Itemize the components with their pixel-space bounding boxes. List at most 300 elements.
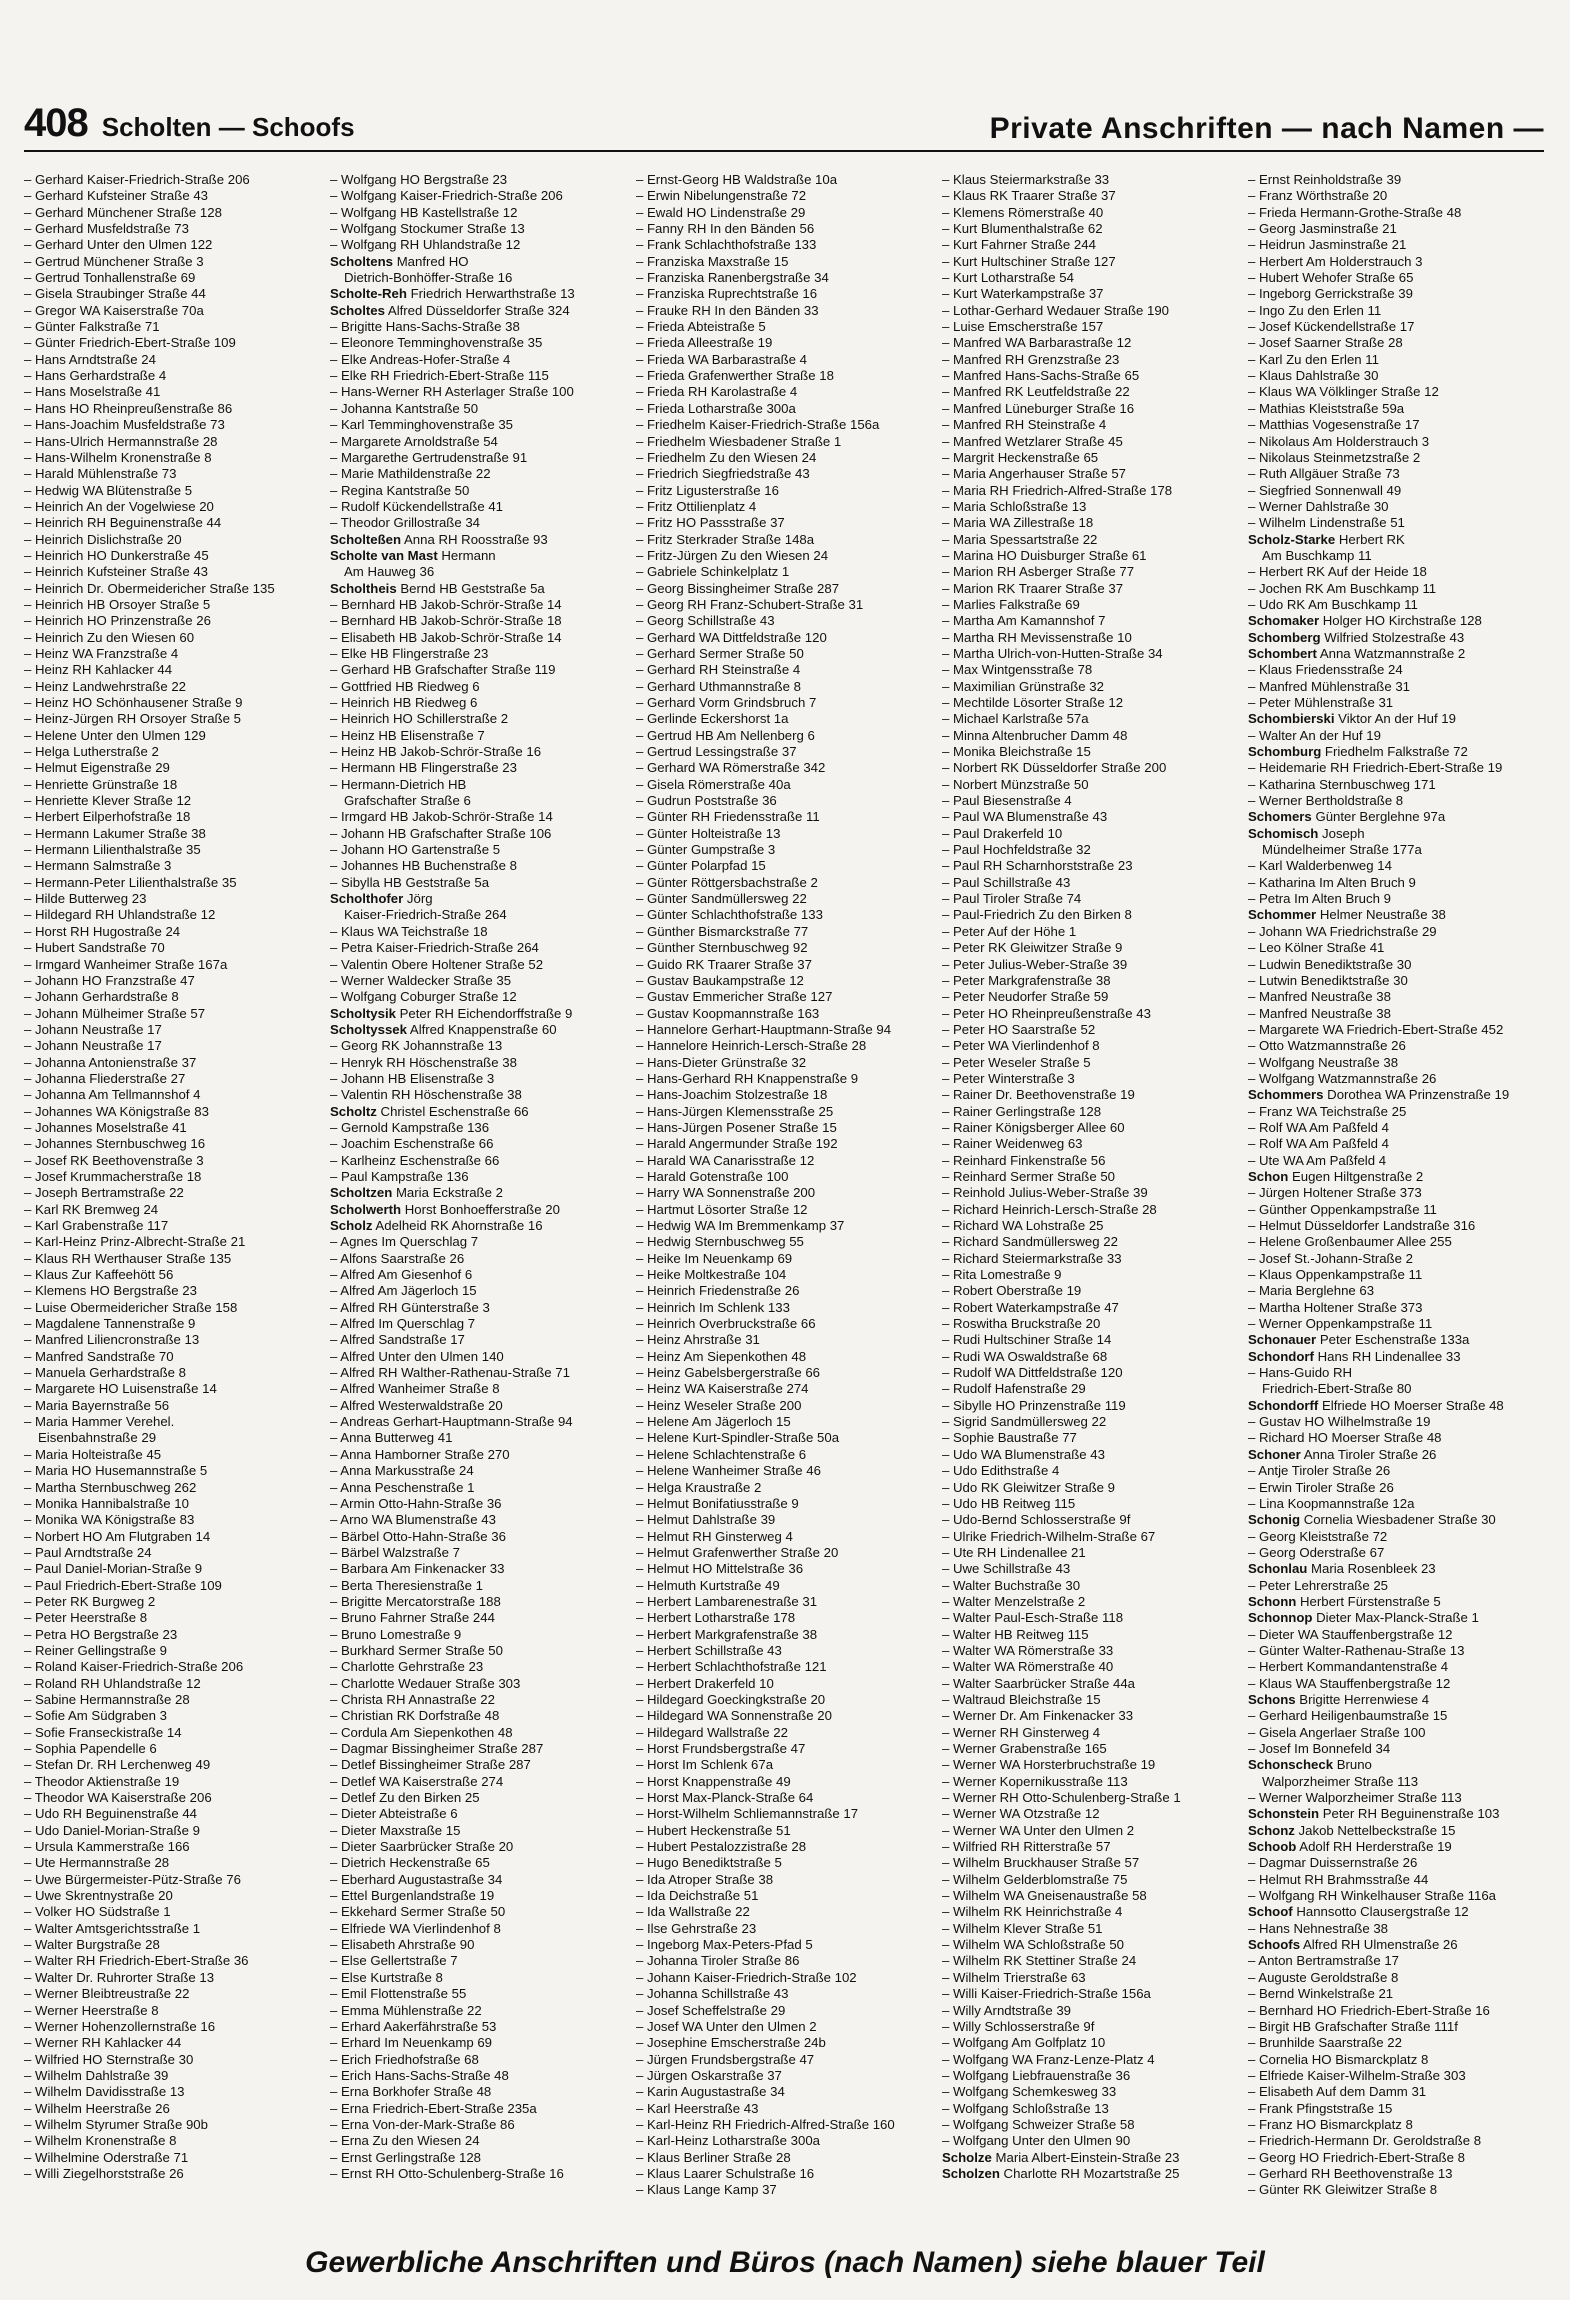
directory-entry: – Gerhard Unter den Ulmen 122 (24, 237, 213, 253)
directory-entry: – Wolfgang Kaiser-Friedrich-Straße 206 (330, 188, 563, 204)
directory-entry: – Brigitte Mercatorstraße 188 (330, 1593, 501, 1609)
directory-entry: – Hartmut Lösorter Straße 12 (636, 1201, 808, 1217)
directory-entry: – Erna Borkhofer Straße 48 (330, 2084, 492, 2100)
directory-entry: – Wolfgang Neustraße 38 (1248, 1054, 1399, 1070)
directory-entry: – Heike Im Neuenkamp 69 (636, 1250, 793, 1266)
directory-entry: – Hans-Werner RH Asterlager Straße 100 (330, 384, 574, 400)
directory-entry: – Helene Schlachtenstraße 6 (636, 1446, 807, 1462)
directory-entry: – Frank Schlachthofstraße 133 (636, 237, 817, 253)
directory-entry: – Helene Am Jägerloch 15 (636, 1414, 791, 1430)
directory-entry: – Heinz WA Kaiserstraße 274 (636, 1381, 809, 1397)
directory-entry: – Wilhelm WA Gneisenaustraße 58 (942, 1888, 1147, 1904)
directory-entry: – Gerhard Musfeldstraße 73 (24, 221, 189, 237)
directory-entry: – Paul WA Blumenstraße 43 (942, 809, 1108, 825)
directory-entry: – Theodor WA Kaiserstraße 206 (24, 1790, 212, 1806)
directory-entry: – Gregor WA Kaiserstraße 70a (24, 302, 204, 318)
directory-entry: – Karlheinz Eschenstraße 66 (330, 1152, 500, 1168)
directory-entry: – Fritz Ottilienplatz 4 (636, 498, 757, 514)
directory-entry: – Walter Dr. Ruhrorter Straße 13 (24, 1969, 215, 1985)
directory-entry: – Fritz HO Passstraße 37 (636, 515, 785, 531)
directory-entry: Dietrich-Bonhöffer-Straße 16 (344, 270, 513, 286)
directory-entry: – Gisela Straubinger Straße 44 (24, 286, 206, 302)
directory-entry: Scholte van Mast Hermann (330, 547, 496, 563)
directory-entry: – Manfred Lüneburger Straße 16 (942, 400, 1135, 416)
directory-entry: – Udo Daniel-Morian-Straße 9 (24, 1822, 200, 1838)
directory-entry: – Josef Im Bonnefeld 34 (1248, 1741, 1391, 1756)
directory-entry: – Gerhard Heiligenbaumstraße 15 (1248, 1708, 1448, 1724)
directory-entry: Scholtyssek Alfred Knappenstraße 60 (330, 1021, 557, 1037)
directory-entry: – Gerhard HB Grafschafter Straße 119 (330, 662, 556, 678)
directory-entry: – Elisabeth Auf dem Damm 31 (1248, 2084, 1427, 2100)
directory-entry: – Charlotte Gehrstraße 23 (330, 1659, 484, 1675)
directory-entry: – Friedrich-Hermann Dr. Geroldstraße 8 (1248, 2133, 1482, 2149)
directory-entry: – Heinz Landwehrstraße 22 (24, 678, 187, 694)
directory-entry: – Klaus Friedensstraße 24 (1248, 662, 1403, 678)
directory-entry: Schons Brigitte Herrenwiese 4 (1248, 1691, 1430, 1707)
directory-entry: – Werner Grabenstraße 165 (942, 1741, 1107, 1756)
directory-entry: – Horst RH Hugostraße 24 (24, 923, 181, 939)
directory-entry: – Georg Jasminstraße 21 (1248, 221, 1397, 237)
directory-entry: – Hildegard RH Uhlandstraße 12 (24, 907, 216, 923)
directory-entry: – Petra Im Alten Bruch 9 (1248, 891, 1391, 907)
directory-entry: – Heinrich HO Schillerstraße 2 (330, 711, 509, 727)
directory-entry: – Gerhard Münchener Straße 128 (24, 204, 222, 220)
directory-entry: – Frieda Alleestraße 19 (636, 335, 773, 351)
directory-entry: – Heinz Weseler Straße 200 (636, 1397, 802, 1413)
directory-entry: – Karl-Heinz RH Friedrich-Alfred-Straße 160 (636, 2116, 895, 2132)
directory-entry: – Fanny RH In den Bänden 56 (636, 221, 815, 237)
directory-entry: – Hans Arndtstraße 24 (24, 351, 156, 367)
directory-entry: – Werner RH Otto-Schulenberg-Straße 1 (942, 1790, 1181, 1806)
directory-entry: – Henriette Klever Straße 12 (24, 793, 192, 809)
directory-entry: – Walter Buchstraße 30 (942, 1577, 1081, 1593)
directory-entry: – Hedwig WA Blütenstraße 5 (24, 482, 193, 498)
directory-entry: – Dieter Saarbrücker Straße 20 (330, 1839, 514, 1855)
directory-entry: – Michael Karlstraße 57a (942, 711, 1089, 727)
directory-entry: – Horst Knappenstraße 49 (636, 1773, 791, 1789)
directory-entry: – Wilhelmine Oderstraße 71 (24, 2149, 189, 2165)
directory-entry: – Werner Oppenkampstraße 11 (1248, 1316, 1433, 1332)
directory-entry: – Hans-Dieter Grünstraße 32 (636, 1054, 807, 1070)
directory-entry: – Regina Kantstraße 50 (330, 482, 470, 498)
directory-entry: – Franz Wörthstraße 20 (1248, 188, 1388, 204)
directory-entry: – Bruno Lomestraße 9 (330, 1626, 462, 1642)
directory-entry: – Ludwin Benediktstraße 30 (1248, 956, 1412, 972)
directory-entry: – Wilhelm Kronenstraße 8 (24, 2133, 177, 2149)
directory-entry: – Wilhelm Dahlstraße 39 (24, 2067, 169, 2083)
directory-entry: – Helmut Dahlstraße 39 (636, 1512, 776, 1528)
directory-entry: Schomburg Friedhelm Falkstraße 72 (1248, 744, 1468, 760)
directory-entry: – Rainer Dr. Beethovenstraße 19 (942, 1087, 1135, 1103)
directory-entry: – Alfred Sandstraße 17 (330, 1332, 465, 1348)
directory-entry: – Hermann Lakumer Straße 38 (24, 825, 206, 841)
directory-entry: – Frieda Hermann-Grothe-Straße 48 (1248, 204, 1462, 220)
directory-entry: – Günther Oppenkampstraße 11 (1248, 1201, 1437, 1217)
directory-entry: – Manfred Neustraße 38 (1248, 1005, 1391, 1021)
directory-entry: – Peter RK Burgweg 2 (24, 1593, 156, 1609)
directory-entry: – Hubert Pestalozzistraße 28 (636, 1839, 807, 1855)
directory-entry: – Paul Daniel-Morian-Straße 9 (24, 1561, 203, 1577)
directory-entry: – Lutwin Benediktstraße 30 (1248, 972, 1408, 988)
directory-entry: – Wolfgang Watzmannstraße 26 (1248, 1070, 1437, 1086)
directory-entry: – Herbert Schillstraße 43 (636, 1642, 782, 1658)
directory-entry: – Johann Gerhardstraße 8 (24, 989, 179, 1005)
directory-entry: – Frauke RH In den Bänden 33 (636, 302, 819, 318)
directory-entry: – Heinrich Zu den Wiesen 60 (24, 629, 195, 645)
directory-entry: – Hannelore Gerhart-Hauptmann-Straße 94 (636, 1021, 892, 1037)
directory-entry: – Günter Sandmüllersweg 22 (636, 891, 807, 907)
directory-entry: – Sophie Baustraße 77 (942, 1430, 1077, 1446)
directory-entry: – Hildegard Wallstraße 22 (636, 1724, 788, 1740)
directory-entry: – Hermann Salmstraße 3 (24, 858, 172, 874)
directory-entry: – Josephine Emscherstraße 24b (636, 2035, 826, 2051)
directory-entry: – Heinrich HO Prinzenstraße 26 (24, 613, 211, 629)
directory-entry: Schoner Anna Tiroler Straße 26 (1248, 1446, 1437, 1462)
directory-entry: – Cordula Am Siepenkothen 48 (330, 1724, 513, 1740)
directory-entry: – Alfred RH Walther-Rathenau-Straße 71 (330, 1365, 570, 1381)
directory-entry: – Johannes WA Königstraße 83 (24, 1103, 209, 1119)
directory-entry: – Udo RH Beguinenstraße 44 (24, 1806, 198, 1822)
directory-entry: – Kurt Waterkampstraße 37 (942, 286, 1104, 302)
directory-entry: – Dieter Abteistraße 6 (330, 1806, 458, 1822)
directory-entry: – Frieda Grafenwerther Straße 18 (636, 368, 834, 384)
directory-entry: Schombierski Viktor An der Huf 19 (1248, 711, 1456, 727)
directory-entry: – Joachim Eschenstraße 66 (330, 1136, 494, 1152)
directory-entry: – Johann HB Grafschafter Straße 106 (330, 825, 552, 841)
directory-entry: – Horst Max-Planck-Straße 64 (636, 1790, 814, 1806)
directory-entry: Schombert Anna Watzmannstraße 2 (1248, 645, 1466, 661)
directory-entry: – Johann WA Friedrichstraße 29 (1248, 923, 1437, 939)
directory-entry: – Wolfgang RH Winkelhauser Straße 116a (1248, 1888, 1496, 1904)
directory-entry: – Herbert RK Auf der Heide 18 (1248, 564, 1427, 580)
directory-entry: – Eberhard Augustastraße 34 (330, 1871, 503, 1887)
directory-entry: – Hans-Guido RH (1248, 1365, 1353, 1381)
directory-entry: – Werner RH Kahlacker 44 (24, 2035, 182, 2051)
directory-entry: – Monika Bleichstraße 15 (942, 744, 1091, 760)
directory-entry: – Helene Unter den Ulmen 129 (24, 727, 206, 743)
directory-entry: – Heinz WA Franzstraße 4 (24, 645, 179, 661)
directory-entry: – Maria Bayernstraße 56 (24, 1397, 170, 1413)
directory-entry: – Friedhelm Wiesbadener Straße 1 (636, 433, 842, 449)
directory-entry: – Helmut Grafenwerther Straße 20 (636, 1544, 839, 1560)
directory-entry: – Karl Heerstraße 43 (636, 2100, 759, 2116)
directory-entry: – Hermann Lilienthalstraße 35 (24, 842, 201, 858)
directory-entry: – Gustav HO Wilhelmstraße 19 (1248, 1414, 1431, 1430)
directory-entry: – Manfred Wetzlarer Straße 45 (942, 433, 1123, 449)
directory-entry: – Willi Kaiser-Friedrich-Straße 156a (942, 1986, 1151, 2002)
directory-entry: Schoofs Alfred RH Ulmenstraße 26 (1248, 1937, 1458, 1953)
directory-entry: – Johanna Kantstraße 50 (330, 400, 479, 416)
directory-entry: – Rita Lomestraße 9 (942, 1267, 1062, 1283)
directory-entry: – Werner Walporzheimer Straße 113 (1248, 1790, 1462, 1806)
directory-entry: – Rainer Weidenweg 63 (942, 1136, 1083, 1152)
directory-entry: – Heidrun Jasminstraße 21 (1248, 237, 1407, 253)
directory-entry: Schommer Helmer Neustraße 38 (1248, 907, 1446, 923)
directory-entry: – Friedhelm Zu den Wiesen 24 (636, 449, 817, 465)
directory-entry: Scholz Adelheid RK Ahornstraße 16 (330, 1218, 543, 1233)
directory-entry: – Wilhelm Klever Straße 51 (942, 1920, 1103, 1936)
column-4 (942, 172, 1248, 2212)
directory-entry: – Helga Lutherstraße 2 (24, 744, 159, 760)
directory-entry: – Wilhelm Styrumer Straße 90b (24, 2116, 208, 2132)
directory-entry: – Ilse Gehrstraße 23 (636, 1920, 757, 1936)
directory-entry: – Petra Kaiser-Friedrich-Straße 264 (330, 940, 539, 956)
directory-entry: Schomberg Wilfried Stolzestraße 43 (1248, 629, 1465, 645)
directory-entry: – Reiner Gellingstraße 9 (24, 1642, 167, 1658)
directory-entry: – Max Wintgensstraße 78 (942, 662, 1093, 678)
directory-entry: – Maria Spessartstraße 22 (942, 531, 1098, 547)
directory-entry: – Klaus Lange Kamp 37 (636, 2182, 777, 2198)
directory-entry: – Georg Bissingheimer Straße 287 (636, 580, 840, 596)
directory-entry: Schondorf Hans RH Lindenallee 33 (1248, 1348, 1461, 1364)
directory-entry: Scholthofer Jörg (330, 891, 433, 907)
directory-entry: Am Buschkamp 11 (1262, 547, 1372, 563)
footer-note: Gewerbliche Anschriften und Büros (nach Namen) siehe blauer Teil (305, 2246, 1265, 2279)
directory-entry: – Uwe Bürgermeister-Pütz-Straße 76 (24, 1871, 241, 1887)
directory-entry: – Peter WA Vierlindenhof 8 (942, 1038, 1100, 1054)
directory-entry: – Johannes HB Buchenstraße 8 (330, 858, 517, 874)
directory-entry: – Anna Peschenstraße 1 (330, 1479, 475, 1495)
directory-entry: Scholteßen Anna RH Roosstraße 93 (330, 531, 548, 547)
directory-entry: – Reinhold Julius-Weber-Straße 39 (942, 1185, 1148, 1201)
directory-entry: – Hubert Heckenstraße 51 (636, 1822, 791, 1838)
directory-entry: – Franz WA Teichstraße 25 (1248, 1103, 1407, 1119)
directory-entry: – Günter RH Friedensstraße 11 (636, 809, 820, 825)
directory-entry: – Peter Heerstraße 8 (24, 1610, 148, 1626)
directory-entry: – Dieter Maxstraße 15 (330, 1822, 461, 1838)
directory-entry: – Heinz Ahrstraße 31 (636, 1332, 760, 1348)
directory-entry: – Günter Gumpstraße 3 (636, 842, 776, 858)
directory-entry: – Manuela Gerhardstraße 8 (24, 1365, 186, 1381)
directory-entry: – Martha Holtener Straße 373 (1248, 1299, 1423, 1315)
directory-entry: – Klaus Oppenkampstraße 11 (1248, 1267, 1423, 1283)
directory-entry: – Erna Von-der-Mark-Straße 86 (330, 2116, 515, 2132)
directory-entry: Schonauer Peter Eschenstraße 133a (1248, 1332, 1470, 1348)
directory-entry: – Günter Polarpfad 15 (636, 858, 766, 874)
directory-entry: – Heinrich Friedenstraße 26 (636, 1283, 800, 1299)
directory-entry: – Franz HO Bismarckplatz 8 (1248, 2116, 1413, 2132)
directory-entry: – Brunhilde Saarstraße 22 (1248, 2035, 1402, 2051)
directory-entry: – Peter Mühlenstraße 31 (1248, 695, 1394, 710)
directory-entry: – Udo RK Am Buschkamp 11 (1248, 596, 1418, 612)
directory-entry: – Irmgard Wanheimer Straße 167a (24, 956, 228, 972)
directory-entry: – Luise Obermeidericher Straße 158 (24, 1299, 238, 1315)
directory-entry: – Herbert Kommandantenstraße 4 (1248, 1659, 1449, 1675)
directory-entry: – Elke Andreas-Hofer-Straße 4 (330, 351, 511, 367)
directory-entry: – Erna Zu den Wiesen 24 (330, 2133, 480, 2149)
directory-entry: – Manfred Hans-Sachs-Straße 65 (942, 368, 1140, 384)
directory-entry: – Gerhard Uthmannstraße 8 (636, 678, 801, 694)
directory-entry: – Helmut Bonifatiusstraße 9 (636, 1495, 799, 1511)
entry-columns (24, 172, 1554, 2212)
directory-entry: – Kurt Lotharstraße 54 (942, 270, 1074, 286)
directory-entry: – Walter WA Römerstraße 40 (942, 1659, 1114, 1675)
directory-entry: – Ursula Kammerstraße 166 (24, 1839, 190, 1855)
directory-entry: – Klaus Laarer Schulstraße 16 (636, 2165, 815, 2181)
directory-entry: – Josef St.-Johann-Straße 2 (1248, 1250, 1413, 1266)
directory-entry: – Paul-Friedrich Zu den Birken 8 (942, 907, 1132, 923)
directory-entry: Schondorff Elfriede HO Moerser Straße 48 (1248, 1397, 1504, 1413)
directory-entry: – Ute Hermannstraße 28 (24, 1855, 170, 1871)
directory-entry: – Wolfgang Stockumer Straße 13 (330, 221, 525, 237)
directory-entry: – Heinrich Dislichstraße 20 (24, 531, 182, 547)
directory-entry: – Gottfried HB Riedweg 6 (330, 678, 480, 694)
directory-entry: – Detlef Bissingheimer Straße 287 (330, 1757, 531, 1773)
directory-entry: – Peter Winterstraße 3 (942, 1070, 1075, 1086)
directory-entry: – Werner WA Otzstraße 12 (942, 1806, 1100, 1822)
directory-entry: – Auguste Geroldstraße 8 (1248, 1969, 1399, 1985)
directory-entry: – Emil Flottenstraße 55 (330, 1986, 467, 2002)
directory-entry: – Klaus Steiermarkstraße 33 (942, 172, 1110, 187)
directory-entry: – Heinz HB Jakob-Schrör-Straße 16 (330, 744, 542, 760)
directory-entry: Schonn Herbert Fürstenstraße 5 (1248, 1593, 1441, 1609)
directory-entry: – Mechtilde Lösorter Straße 12 (942, 695, 1124, 710)
directory-entry: – Walter RH Friedrich-Ebert-Straße 36 (24, 1953, 249, 1969)
directory-entry: Schomaker Holger HO Kirchstraße 128 (1248, 613, 1482, 629)
directory-entry: – Hedwig WA Im Bremmenkamp 37 (636, 1218, 845, 1233)
directory-entry: – Detlef WA Kaiserstraße 274 (330, 1773, 504, 1789)
directory-entry: – Klaus RK Traarer Straße 37 (942, 188, 1116, 204)
directory-entry: – Werner Bleibtreustraße 22 (24, 1986, 190, 2002)
directory-entry: – Willy Schlosserstraße 9f (942, 2018, 1095, 2034)
directory-entry: – Jürgen Oskarstraße 37 (636, 2067, 782, 2083)
section-title: Private Anschriften — nach Namen — (989, 112, 1544, 145)
directory-entry: Schonscheck Bruno (1248, 1757, 1372, 1773)
directory-entry: – Johann Kaiser-Friedrich-Straße 102 (636, 1969, 857, 1985)
directory-entry: – Petra HO Bergstraße 23 (24, 1626, 178, 1642)
directory-entry: – Udo RK Gleiwitzer Straße 9 (942, 1479, 1115, 1495)
directory-entry: – Johann HB Elisenstraße 3 (330, 1070, 495, 1086)
directory-entry: – Erich Hans-Sachs-Straße 48 (330, 2067, 509, 2083)
directory-entry: – Heinrich HO Dunkerstraße 45 (24, 547, 209, 563)
directory-entry: – Marion RH Asberger Straße 77 (942, 564, 1135, 580)
directory-entry: – Uwe Skrentnystraße 20 (24, 1888, 173, 1904)
directory-entry: – Frieda WA Barbarastraße 4 (636, 351, 808, 367)
directory-entry: – Sophia Papendelle 6 (24, 1741, 157, 1756)
directory-entry: – Norbert HO Am Flutgraben 14 (24, 1528, 211, 1544)
directory-entry: – Hermann-Peter Lilienthalstraße 35 (24, 874, 237, 890)
directory-entry: – Walter Menzelstraße 2 (942, 1593, 1086, 1609)
directory-entry: – Helene Großenbaumer Allee 255 (1248, 1234, 1452, 1250)
directory-entry: – Theodor Grillostraße 34 (330, 515, 481, 531)
directory-entry: – Manfred Neustraße 38 (1248, 989, 1391, 1005)
directory-entry: – Richard Heinrich-Lersch-Straße 28 (942, 1201, 1157, 1217)
directory-entry: – Erhard Aakerfährstraße 53 (330, 2018, 497, 2034)
directory-entry: Eisenbahnstraße 29 (38, 1430, 157, 1446)
directory-entry: – Else Gellertstraße 7 (330, 1953, 458, 1969)
directory-entry: – Karl Walderbenweg 14 (1248, 858, 1392, 874)
directory-entry: – Sigrid Sandmüllersweg 22 (942, 1414, 1107, 1430)
directory-entry: – Kurt Hultschiner Straße 127 (942, 253, 1116, 269)
directory-entry: – Wolfgang RH Uhlandstraße 12 (330, 237, 521, 253)
directory-entry: – Werner Bertholdstraße 8 (1248, 793, 1404, 809)
directory-entry: – Hans Moselstraße 41 (24, 384, 161, 400)
directory-entry: – Gustav Emmericher Straße 127 (636, 989, 833, 1005)
directory-entry: – Wolfgang Unter den Ulmen 90 (942, 2133, 1131, 2149)
directory-entry: – Maria Holteistraße 45 (24, 1446, 162, 1462)
directory-entry: – Ernst-Georg HB Waldstraße 10a (636, 172, 838, 187)
directory-entry: – Irmgard HB Jakob-Schrör-Straße 14 (330, 809, 553, 825)
directory-entry: – Udo WA Blumenstraße 43 (942, 1446, 1105, 1462)
directory-entry: – Werner Dahlstraße 30 (1248, 498, 1389, 514)
directory-entry: Scholtysik Peter RH Eichendorffstraße 9 (330, 1005, 573, 1021)
directory-entry: – Georg RH Franz-Schubert-Straße 31 (636, 596, 864, 612)
directory-entry: – Werner Dr. Am Finkenacker 33 (942, 1708, 1134, 1724)
directory-entry: – Udo Edithstraße 4 (942, 1463, 1060, 1479)
directory-entry: Schommers Dorothea WA Prinzenstraße 19 (1248, 1087, 1510, 1103)
directory-entry: – Richard Sandmüllersweg 22 (942, 1234, 1118, 1250)
directory-entry: – Bruno Fahrner Straße 244 (330, 1610, 495, 1626)
directory-entry: – Jürgen Frundsbergstraße 47 (636, 2051, 815, 2067)
column-2 (330, 172, 636, 2212)
directory-entry: Am Hauweg 36 (344, 564, 435, 580)
directory-entry: – Heinz Gabelsbergerstraße 66 (636, 1365, 820, 1381)
directory-entry: – Johanna Fliederstraße 27 (24, 1070, 186, 1086)
directory-entry: – Fritz Sterkrader Straße 148a (636, 531, 815, 547)
directory-entry: – Josef Krummacherstraße 18 (24, 1168, 202, 1184)
directory-entry: – Peter HO Saarstraße 52 (942, 1021, 1096, 1037)
directory-entry: – Manfred WA Barbarastraße 12 (942, 335, 1132, 351)
directory-entry: – Luise Emscherstraße 157 (942, 319, 1104, 335)
directory-entry: – Heidemarie RH Friedrich-Ebert-Straße 19 (1248, 760, 1503, 776)
directory-entry: – Rudolf WA Dittfeldstraße 120 (942, 1365, 1123, 1381)
directory-entry: – Matthias Vogesenstraße 17 (1248, 417, 1420, 433)
directory-entry: – Alfred Am Jägerloch 15 (330, 1283, 477, 1299)
directory-entry: – Heike Moltkestraße 104 (636, 1267, 787, 1283)
directory-entry: – Karl Zu den Erlen 11 (1248, 351, 1379, 367)
directory-entry: – Klemens Römerstraße 40 (942, 204, 1104, 220)
directory-entry: – Manfred RK Leutfeldstraße 22 (942, 384, 1130, 400)
directory-entry: – Detlef Zu den Birken 25 (330, 1790, 480, 1806)
directory-entry: – Valentin Obere Holtener Straße 52 (330, 956, 544, 972)
directory-entry: – Else Kurtstraße 8 (330, 1969, 443, 1985)
directory-entry: – Gerhard Kaiser-Friedrich-Straße 206 (24, 172, 250, 187)
directory-entry: – Gerhard WA Dittfeldstraße 120 (636, 629, 827, 645)
directory-entry: – Burkhard Sermer Straße 50 (330, 1642, 503, 1658)
directory-entry: – Erwin Nibelungenstraße 72 (636, 188, 807, 204)
directory-entry: – Erhard Im Neuenkamp 69 (330, 2035, 492, 2051)
directory-entry: – Paul Tiroler Straße 74 (942, 891, 1082, 907)
directory-entry: – Josef WA Unter den Ulmen 2 (636, 2018, 817, 2034)
directory-entry: – Paul Schillstraße 43 (942, 874, 1071, 890)
directory-entry: Schomers Günter Berglehne 97a (1248, 809, 1446, 825)
directory-entry: – Kurt Fahrner Straße 244 (942, 237, 1096, 253)
directory-entry: – Wolfgang HO Bergstraße 23 (330, 172, 508, 187)
directory-entry: – Rainer Gerlingstraße 128 (942, 1103, 1102, 1119)
directory-entry: – Christian RK Dorfstraße 48 (330, 1708, 500, 1724)
directory-entry: – Berta Theresienstraße 1 (330, 1577, 483, 1593)
directory-entry: Scholtz Christel Eschenstraße 66 (330, 1103, 529, 1119)
directory-entry: – Nikolaus Steinmetzstraße 2 (1248, 449, 1421, 465)
directory-entry: – Wilhelm Davidisstraße 13 (24, 2084, 185, 2100)
directory-entry: – Rudi Hultschiner Straße 14 (942, 1332, 1112, 1348)
directory-entry: – Nikolaus Am Holderstrauch 3 (1248, 433, 1430, 449)
directory-entry: – Karl-Heinz Prinz-Albrecht-Straße 21 (24, 1234, 246, 1250)
directory-entry: – Helmut Eigenstraße 29 (24, 760, 170, 776)
directory-entry: – Roland RH Uhlandstraße 12 (24, 1675, 201, 1691)
directory-entry: – Heinrich An der Vogelwiese 20 (24, 498, 214, 514)
directory-entry: – Gertrud Münchener Straße 3 (24, 253, 204, 269)
directory-entry: – Valentin RH Höschenstraße 38 (330, 1087, 522, 1103)
directory-entry: – Anton Bertramstraße 17 (1248, 1953, 1399, 1969)
directory-entry: – Wilhelm Bruckhauser Straße 57 (942, 1855, 1140, 1871)
directory-entry: – Peter Neudorfer Straße 59 (942, 989, 1109, 1005)
directory-entry: – Willi Ziegelhorststraße 26 (24, 2165, 184, 2181)
directory-entry: – Gerhard Vorm Grindsbruch 7 (636, 695, 817, 710)
directory-entry: – Alfred Westerwaldstraße 20 (330, 1397, 503, 1413)
directory-entry: – Hans-Ulrich Hermannstraße 28 (24, 433, 218, 449)
directory-entry: – Richard WA Lohstraße 25 (942, 1218, 1104, 1233)
